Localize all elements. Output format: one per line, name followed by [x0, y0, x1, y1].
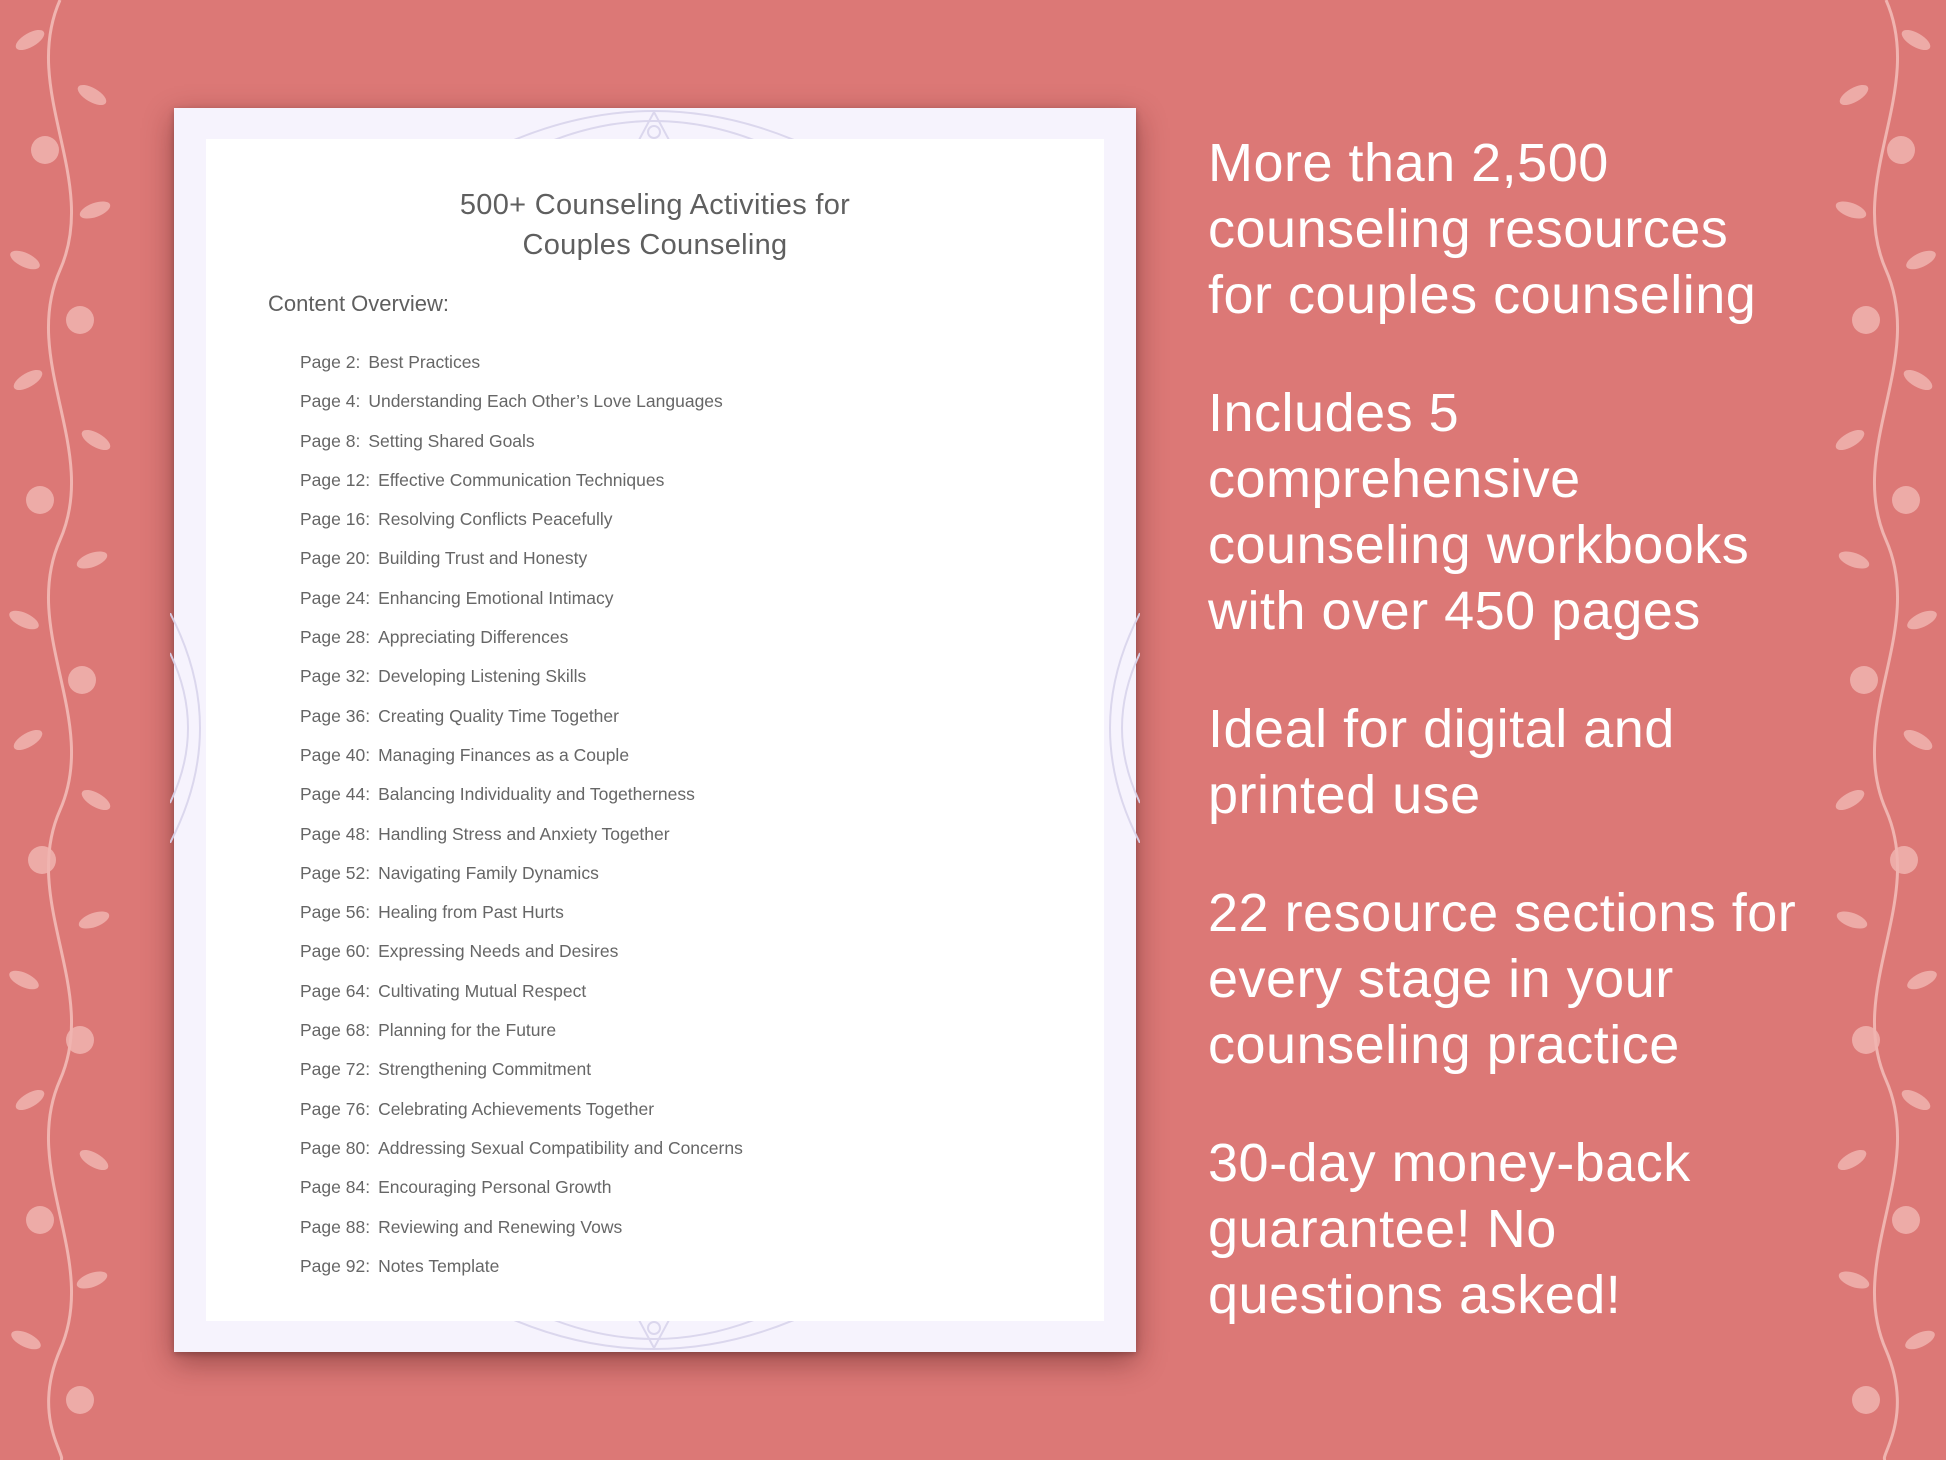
- toc-item: [300, 1011, 743, 1050]
- toc-item: [300, 893, 743, 932]
- feature-line: printed use: [1208, 765, 1481, 825]
- toc-title: Planning for the Future: [378, 1020, 557, 1041]
- toc-title: Creating Quality Time Together: [378, 705, 619, 726]
- toc-title: Appreciating Differences: [378, 627, 569, 648]
- toc-item: [300, 1208, 743, 1247]
- toc-title: Notes Template: [378, 1255, 500, 1276]
- feature-line: counseling practice: [1208, 1015, 1680, 1075]
- toc-title: Navigating Family Dynamics: [378, 862, 599, 883]
- toc-item: [300, 1247, 743, 1286]
- toc-item: [300, 697, 743, 736]
- feature-item: [1208, 130, 1908, 328]
- feature-line: Ideal for digital and: [1208, 699, 1675, 759]
- feature-line: comprehensive: [1208, 449, 1581, 509]
- toc-page-number: Page 48:: [300, 823, 371, 844]
- mandala-right-icon: [1104, 613, 1140, 843]
- toc-page-number: Page 40:: [300, 744, 371, 765]
- toc-page-number: Page 60:: [300, 941, 371, 962]
- toc-page-number: Page 76:: [300, 1098, 371, 1119]
- feature-line: every stage in your: [1208, 949, 1674, 1009]
- toc-title: Expressing Needs and Desires: [378, 941, 619, 962]
- content-overview-label: Content Overview:: [268, 291, 449, 316]
- document-title-line-1: 500+ Counseling Activities for: [459, 189, 851, 221]
- toc-page-number: Page 20:: [300, 548, 371, 569]
- toc-title: Healing from Past Hurts: [378, 902, 564, 923]
- toc-item: [300, 539, 743, 578]
- document-title: [206, 185, 1104, 265]
- feature-line: questions asked!: [1208, 1265, 1622, 1325]
- toc-item: [300, 422, 743, 461]
- feature-item: [1208, 1130, 1908, 1328]
- toc-item: [300, 579, 743, 618]
- toc-item: [300, 382, 743, 421]
- feature-line: for couples counseling: [1208, 265, 1757, 325]
- toc-page-number: Page 72:: [300, 1059, 371, 1080]
- feature-item: [1208, 880, 1908, 1078]
- toc-item: [300, 1050, 743, 1089]
- feature-line: 22 resource sections for: [1208, 883, 1797, 943]
- toc-item: [300, 1090, 743, 1129]
- toc-page-number: Page 56:: [300, 902, 371, 923]
- toc-page-number: Page 28:: [300, 627, 371, 648]
- toc-title: Effective Communication Techniques: [378, 469, 665, 490]
- toc-page-number: Page 12:: [300, 469, 371, 490]
- toc-page-number: Page 52:: [300, 862, 371, 883]
- toc-page-number: Page 8:: [300, 430, 361, 451]
- toc-item: [300, 461, 743, 500]
- mandala-top-icon: [514, 102, 794, 140]
- feature-line: counseling resources: [1208, 199, 1729, 259]
- floral-vine-left-icon: [0, 0, 130, 1460]
- table-of-contents: [300, 343, 743, 1286]
- toc-item: [300, 972, 743, 1011]
- toc-item: [300, 343, 743, 382]
- toc-title: Building Trust and Honesty: [378, 548, 588, 569]
- toc-page-number: Page 36:: [300, 705, 371, 726]
- mandala-bottom-icon: [514, 1320, 794, 1358]
- toc-title: Cultivating Mutual Respect: [378, 980, 587, 1001]
- toc-page-number: Page 4:: [300, 391, 361, 412]
- toc-title: Addressing Sexual Compatibility and Concerns: [378, 1137, 743, 1158]
- toc-title: Understanding Each Other’s Love Languages: [368, 391, 723, 412]
- toc-item: [300, 657, 743, 696]
- feature-line: counseling workbooks: [1208, 515, 1750, 575]
- toc-item: [300, 1168, 743, 1207]
- toc-item: [300, 736, 743, 775]
- toc-title: Setting Shared Goals: [368, 430, 535, 451]
- toc-title: Best Practices: [368, 352, 481, 372]
- toc-title: Enhancing Emotional Intimacy: [378, 587, 614, 608]
- toc-page-number: Page 68:: [300, 1020, 371, 1041]
- toc-title: Resolving Conflicts Peacefully: [378, 509, 613, 530]
- toc-item: [300, 500, 743, 539]
- toc-page-number: Page 2:: [300, 352, 361, 372]
- toc-title: Managing Finances as a Couple: [378, 744, 630, 765]
- feature-list: [1208, 130, 1908, 1380]
- feature-item: [1208, 696, 1908, 828]
- mandala-left-icon: [170, 613, 206, 843]
- feature-line: guarantee! No: [1208, 1199, 1557, 1259]
- toc-page-number: Page 32:: [300, 666, 371, 687]
- toc-title: Encouraging Personal Growth: [378, 1177, 612, 1198]
- toc-item: [300, 618, 743, 657]
- toc-page-number: Page 88:: [300, 1216, 371, 1237]
- feature-line: with over 450 pages: [1208, 581, 1701, 641]
- toc-item: [300, 815, 743, 854]
- feature-line: 30-day money-back: [1208, 1133, 1691, 1193]
- toc-page-number: Page 84:: [300, 1177, 371, 1198]
- toc-page-number: Page 92:: [300, 1255, 371, 1276]
- document-preview: [174, 108, 1136, 1352]
- feature-item: [1208, 380, 1908, 644]
- toc-item: [300, 932, 743, 971]
- toc-title: Strengthening Commitment: [378, 1059, 592, 1080]
- toc-page-number: Page 80:: [300, 1137, 371, 1158]
- toc-page-number: Page 16:: [300, 509, 371, 530]
- toc-page-number: Page 64:: [300, 980, 371, 1001]
- toc-item: [300, 854, 743, 893]
- toc-title: Developing Listening Skills: [378, 666, 587, 687]
- document-page: [206, 139, 1104, 1321]
- toc-item: [300, 775, 743, 814]
- toc-page-number: Page 24:: [300, 587, 371, 608]
- toc-title: Reviewing and Renewing Vows: [378, 1216, 623, 1237]
- document-title-line-2: Couples Counseling: [522, 229, 788, 261]
- toc-title: Celebrating Achievements Together: [378, 1098, 655, 1119]
- feature-line: More than 2,500: [1208, 133, 1609, 193]
- toc-page-number: Page 44:: [300, 784, 371, 805]
- feature-line: Includes 5: [1208, 383, 1460, 443]
- toc-title: Balancing Individuality and Togetherness: [378, 784, 695, 805]
- toc-item: [300, 1129, 743, 1168]
- toc-title: Handling Stress and Anxiety Together: [378, 823, 670, 844]
